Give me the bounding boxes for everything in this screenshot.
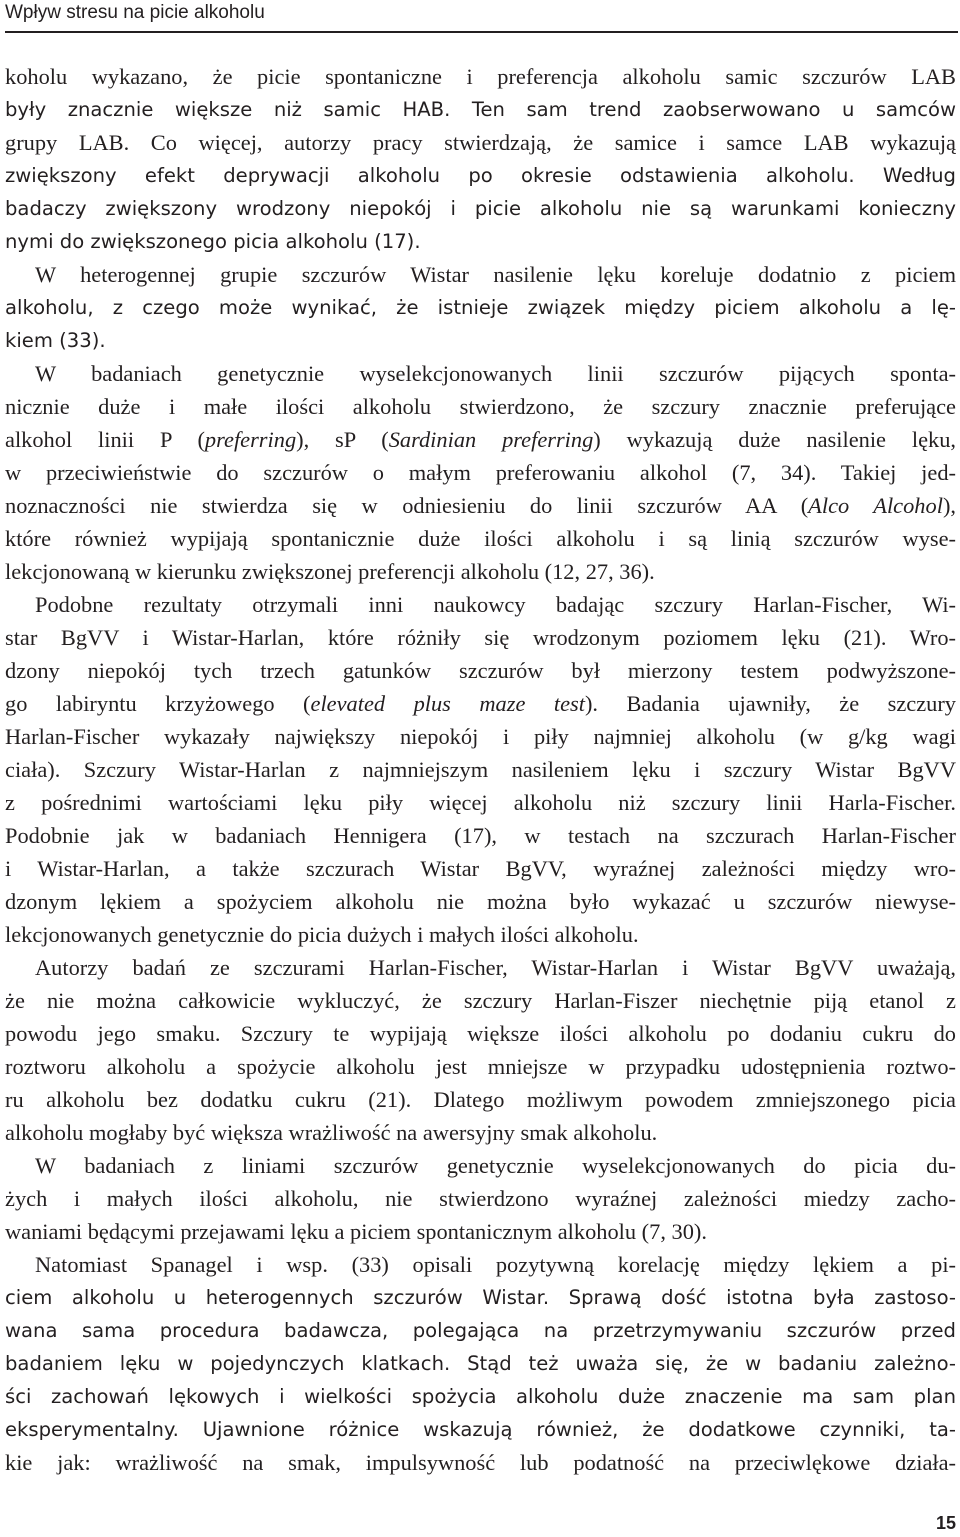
text-line: W badaniach z liniami szczurów genetycznie wyselekcjonowanych do picia du- [35, 1153, 956, 1178]
text-line: w przeciwieństwie do szczurów o małym preferowaniu alkohol (7, 34). Takiej jed- [5, 460, 956, 485]
italic-term: Alco Alcohol [808, 493, 943, 518]
text-line: star BgVV i Wistar-Harlan, które różniły się wrodzonym poziomem lęku (21). Wro- [5, 625, 956, 650]
text-line: żych i małych ilości alkoholu, nie stwierdzono wyraźnej zależności miedzy zacho- [5, 1186, 956, 1211]
text-line: powodu jego smaku. Szczury te wypijają większe ilości alkoholu po dodaniu cukru do [5, 1021, 956, 1046]
text-line: alkoholu, z czego może wynikać, że istnieje związek między piciem alkoholu a lę- [5, 296, 956, 319]
text-line: grupy LAB. Co więcej, autorzy pracy stwierdzają, że samice i samce LAB wykazują [5, 130, 956, 155]
text-line: kiem (33). [5, 329, 106, 352]
text-line: go labiryntu krzyżowego (elevated plus maze test). Badania ujawniły, że szczury [5, 691, 956, 716]
text-line: Podobne rezultaty otrzymali inni naukowcy badając szczury Harlan-Fischer, Wi- [35, 592, 956, 617]
text-line: Natomiast Spanagel i wsp. (33) opisali pozytywną korelację między lękiem a pi- [35, 1252, 956, 1277]
text-line: koholu wykazano, że picie spontaniczne i preferencja alkoholu samic szczurów LAB [5, 64, 956, 89]
text-line: które również wypijają spontanicznie duże ilości alkoholu i są linią szczurów wyse- [5, 526, 956, 551]
text-line: roztworu alkoholu a spożycie alkoholu jest mniejsze w przypadku udostępnienia roztwo- [5, 1054, 956, 1079]
text-line: ciem alkoholu u heterogennych szczurów Wistar. Sprawą dość istotna była zastoso- [5, 1286, 956, 1309]
text-line: ści zachowań lękowych i wielkości spożycia alkoholu duże znaczenie ma sam plan [5, 1385, 956, 1408]
article-body [5, 60, 956, 1479]
running-title: Wpływ stresu na picie alkoholu [5, 2, 265, 23]
text-line: lekcjonowanych genetycznie do picia dużych i małych ilości alkoholu. [5, 922, 639, 947]
text-line: W heterogennej grupie szczurów Wistar nasilenie lęku koreluje dodatnio z piciem [35, 262, 956, 287]
text-line: eksperymentalny. Ujawnione różnice wskazują również, że dodatkowe czynniki, ta- [5, 1418, 956, 1441]
text-line: kie jak: wrażliwość na smak, impulsywność lub podatność na przeciwlękowe działa- [5, 1450, 956, 1475]
text-line: i Wistar-Harlan, a także szczurach Wistar BgVV, wyraźnej zależności między wro- [5, 856, 956, 881]
text-line: dzony niepokój tych trzech gatunków szczurów był mierzony testem podwyższone- [5, 658, 956, 683]
text-line: noznaczności nie stwierdza się w odniesieniu do linii szczurów AA (Alco Alcohol), [5, 493, 956, 518]
text-line: badaniem lęku w pojedynczych klatkach. Stąd też uważa się, że w badaniu zależno- [5, 1352, 956, 1375]
text-line: lekcjonowaną w kierunku zwiększonej preferencji alkoholu (12, 27, 36). [5, 559, 655, 584]
text-line: Podobnie jak w badaniach Hennigera (17), w testach na szczurach Harlan-Fischer [5, 823, 956, 848]
text-line: dzonym lękiem a spożyciem alkoholu nie można było wykazać u szczurów niewyse- [5, 889, 956, 914]
text-line: waniami będącymi przejawami lęku a piciem spontanicznym alkoholu (7, 30). [5, 1219, 707, 1244]
text-line: były znacznie większe niż samic HAB. Ten sam trend zaobserwowano u samców [5, 98, 956, 121]
text-line: zwiększony efekt deprywacji alkoholu po okresie odstawienia alkoholu. Według [5, 164, 956, 187]
text-line: nymi do zwiększonego picia alkoholu (17). [5, 230, 421, 253]
text-line: Autorzy badań ze szczurami Harlan-Fischer, Wistar-Harlan i Wistar BgVV uważają, [35, 955, 956, 980]
text-line: Harlan-Fischer wykazały największy niepokój i piły najmniej alkoholu (w g/kg wagi [5, 724, 956, 749]
italic-term: preferring [204, 427, 297, 452]
text-line: że nie można całkowicie wykluczyć, że szczury Harlan-Fiszer niechętnie piją etanol z [5, 988, 956, 1013]
page-number: 15 [935, 1513, 956, 1533]
text-line: z pośrednimi wartościami lęku piły więcej alkoholu niż szczury linii Harla-Fischer. [5, 790, 956, 815]
text-line: ciała). Szczury Wistar-Harlan z najmniejszym nasileniem lęku i szczury Wistar BgVV [5, 757, 956, 782]
text-line: alkohol linii P (preferring), sP (Sardinian preferring) wykazują duże nasilenie lęku, [5, 427, 956, 452]
italic-term: elevated plus maze test [310, 691, 585, 716]
italic-term: Sardinian preferring [388, 427, 594, 452]
text-line: nicznie duże i małe ilości alkoholu stwierdzono, że szczury znacznie preferujące [5, 394, 956, 419]
text-line: ru alkoholu bez dodatku cukru (21). Dlatego możliwym powodem zmniejszonego picia [5, 1087, 956, 1112]
text-line: wana sama procedura badawcza, polegająca na przetrzymywaniu szczurów przed [5, 1319, 956, 1342]
text-line: W badaniach genetycznie wyselekcjonowanych linii szczurów pijących sponta- [35, 361, 956, 386]
text-line: badaczy zwiększony wrodzony niepokój i picie alkoholu nie są warunkami konieczny [5, 197, 956, 220]
text-line: alkoholu mogłaby być większa wrażliwość na awersyjny smak alkoholu. [5, 1120, 658, 1145]
header-rule [5, 31, 958, 33]
